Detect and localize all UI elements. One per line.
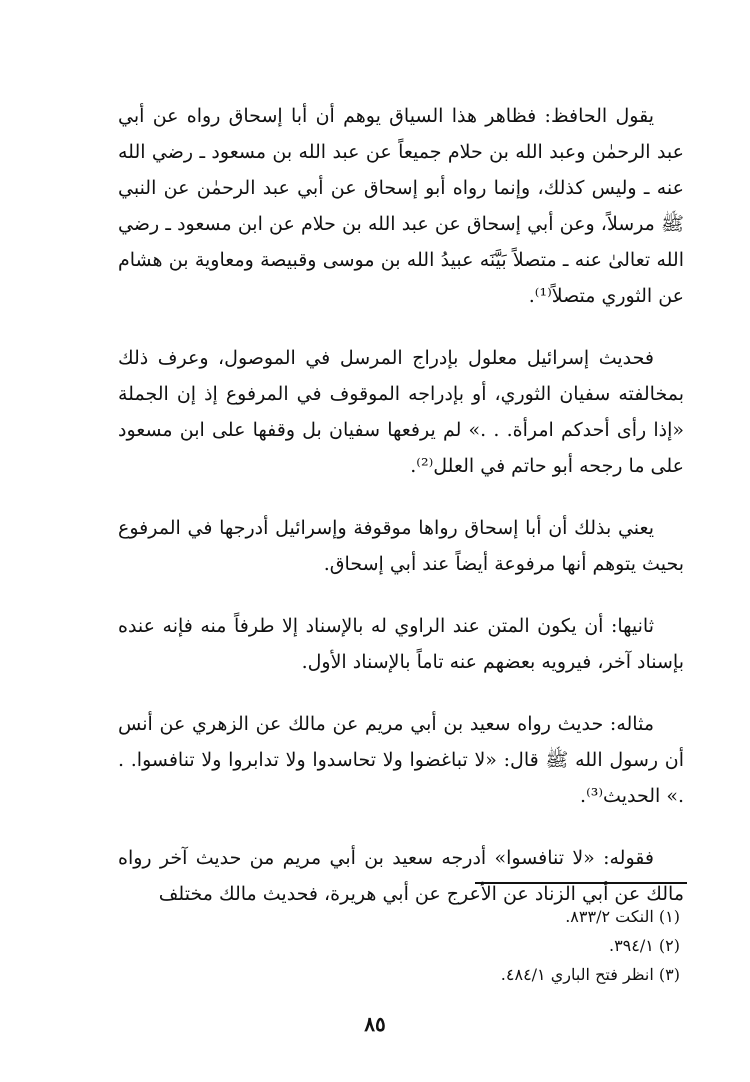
paragraph-4: ثانيها: أن يكون المتن عند الراوي له بالإسناد إلا طرفاً منه فإنه عنده بإسناد آخر، فيرويه بعضهم عنه تاماً بالإسناد الأول. — [118, 615, 684, 673]
footnotes — [118, 902, 684, 989]
paragraph-5: مثاله: حديث رواه سعيد بن أبي مريم عن مالك عن الزهري عن أنس أن رسول الله ﷺ قال: «لا تباغضوا ولا تحاسدوا ولا تدابروا ولا تنافسوا. . .» الحديث⁽³⁾. — [118, 713, 684, 807]
footnote-3: (٣) انظر فتح الباري ٤٨٤/١. — [500, 965, 680, 984]
paragraph-2: فحديث إسرائيل معلول بإدراج المرسل في الموصول، وعرف ذلك بمخالفته سفيان الثوري، أو بإدراجه الموقوف في المرفوع إذ إن الجملة «إذا رأى أحدكم امرأة. . .» لم يرفعها سفيان بل وقفها على ابن مسعود على ما رجحه أبو حاتم في العلل⁽²⁾. — [118, 347, 684, 477]
footnote-2: (٢) ٣٩٤/١. — [608, 936, 680, 955]
page-number: ٨٥ — [364, 1012, 386, 1036]
paragraph-3: يعني بذلك أن أبا إسحاق رواها موقوفة وإسرائيل أدرجها في المرفوع بحيث يتوهم أنها مرفوعة أيضاً عند أبي إسحاق. — [118, 517, 684, 575]
paragraph-1: يقول الحافظ: فظاهر هذا السياق يوهم أن أبا إسحاق رواه عن أبي عبد الرحمٰن وعبد الله بن حلام جميعاً عن عبد الله بن مسعود ـ رضي الله عنه ـ وليس كذلك، وإنما رواه أبو إسحاق عن أبي عبد الرحمٰن عن النبي ﷺ مرسلاً، وعن أبي إسحاق عن عبد الله بن حلام عن ابن مسعود ـ رضي الله تعالىٰ عنه ـ متصلاً بَيَّنَه عبيدُ الله بن موسى وقبيصة ومعاوية بن هشام عن الثوري متصلاً⁽¹⁾. — [118, 105, 684, 307]
main-text — [118, 98, 684, 912]
footnote-1: (١) النكت ٨٣٣/٢. — [565, 907, 680, 926]
paragraph-6: فقوله: «لا تنافسوا» أدرجه سعيد بن أبي مريم من حديث آخر رواه مالك عن أبي الزناد عن الأعرج عن أبي هريرة، فحديث مالك مختلف — [118, 847, 684, 905]
footnote-separator — [475, 882, 687, 884]
